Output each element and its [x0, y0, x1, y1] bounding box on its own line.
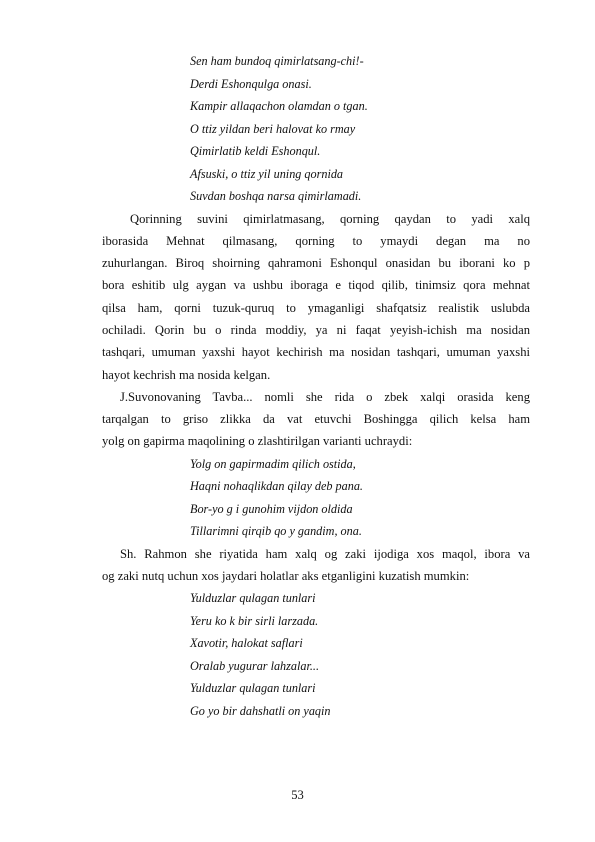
paragraph-line: og zaki nutq uchun xos jaydari holatlar aks etganligini kuzatish mumkin:	[102, 569, 470, 584]
verse-line: Haqni nohaqlikdan qilay deb pana.	[190, 479, 363, 494]
verse-line: Oralab yugurar lahzalar...	[190, 658, 319, 673]
verse-line: Yulduzlar qulagan tunlari	[190, 591, 316, 606]
paragraph-line: Qorinning suvini qimirlatmasang, qorning qaydan to yadi xalq	[130, 211, 530, 226]
paragraph-line: ochiladi. Qorin bu o rinda moddiy, ya ni faqat yeyish-ichish ma nosidan	[102, 322, 530, 337]
verse-block-2	[102, 453, 530, 543]
verse-line: Suvdan boshqa narsa qimirlamadi.	[190, 189, 362, 203]
verse-line: Derdi Eshonqulga onasi.	[190, 76, 312, 91]
paragraph-line: tashqari, umuman yaxshi hayot kechirish ma nosidan tashqari, umuman yaxshi	[102, 345, 530, 360]
verse-line: Tillarimni qirqib qo y gandim, ona.	[190, 524, 362, 539]
verse-line: Afsuski, o ttiz yil uning qornida	[190, 166, 344, 181]
paragraph-line: tarqalgan to griso zlikka da vat etuvchi Boshingga qilich kelsa ham	[102, 412, 530, 427]
verse-line: Sen ham bundoq qimirlatsang-chi!-	[190, 54, 364, 68]
paragraph-line: qilsa ham, qorni tuzuk-quruq to ymaganligi shafqatsiz realistik uslubda	[102, 300, 530, 315]
paragraph-2	[102, 386, 530, 453]
paragraph-line: J.Suvonovaning Tavba... nomli she rida o zbek xalqi orasida keng	[120, 389, 530, 404]
paragraph-1	[102, 208, 530, 386]
paragraph-line: iborasida Mehnat qilmasang, qorning to ymaydi degan ma no	[102, 233, 530, 248]
verse-line: Kampir allaqachon olamdan o tgan.	[190, 99, 368, 113]
verse-block-3	[102, 587, 530, 722]
document-page	[102, 50, 530, 722]
paragraph-line: yolg on gapirma maqolining o zlashtirilgan varianti uchraydi:	[102, 434, 413, 449]
verse-line: Bor-yo g i gunohim vijdon oldida	[190, 501, 353, 516]
verse-line: Xavotir, halokat saflari	[190, 636, 303, 651]
verse-block-1	[102, 50, 530, 208]
paragraph-3	[102, 543, 530, 588]
paragraph-line: hayot kechrish ma nosida kelgan.	[102, 367, 271, 382]
verse-line: Qimirlatib keldi Eshonqul.	[190, 144, 321, 158]
paragraph-line: bora eshitib ulg aygan va ushbu iboraga e tiqod qilib, tinimsiz qora mehnat	[102, 278, 530, 293]
page-number: 53	[291, 788, 304, 802]
verse-line: Yolg on gapirmadim qilich ostida,	[190, 456, 356, 471]
paragraph-line: zuhurlangan. Biroq shoirning qahramoni Eshonqul onasidan bu iborani ko p	[102, 256, 530, 271]
verse-line: Yeru ko k bir sirli larzada.	[190, 613, 319, 628]
paragraph-line: Sh. Rahmon she riyatida ham xalq og zaki ijodiga xos maqol, ibora va	[120, 546, 530, 561]
verse-line: O ttiz yildan beri halovat ko rmay	[190, 121, 356, 136]
verse-line: Yulduzlar qulagan tunlari	[190, 681, 316, 696]
verse-line: Go yo bir dahshatli on yaqin	[190, 703, 331, 718]
